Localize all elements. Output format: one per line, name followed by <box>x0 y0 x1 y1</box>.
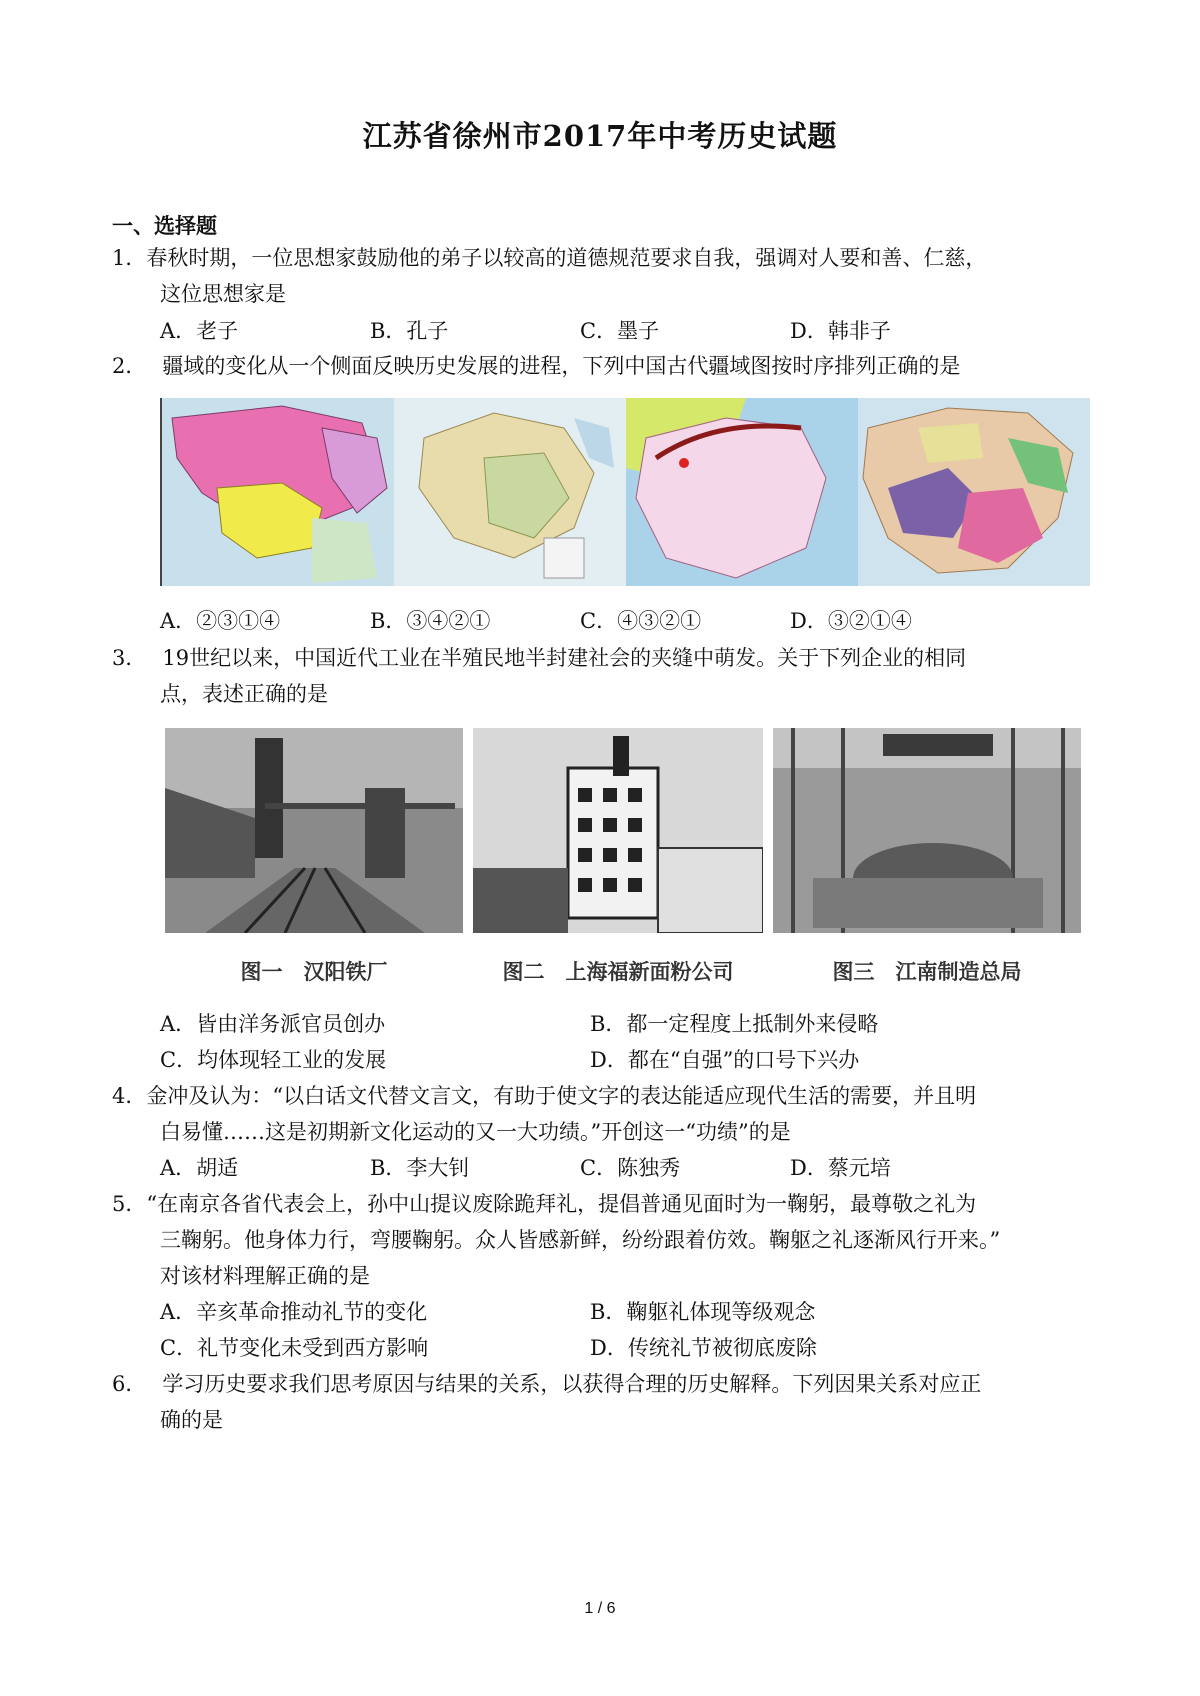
photo-image-1 <box>165 728 463 933</box>
map-image-3 <box>626 398 858 586</box>
question-2-options <box>160 603 1000 639</box>
question-stem: “在南京各省代表会上，孙中山提议废除跪拜礼，提倡普通见面时为一鞠躬，最尊敬之礼为 <box>146 1192 977 1216</box>
question-stem-cont: 白易懂……这是初期新文化运动的又一大功绩。”开创这一“功绩”的是 <box>160 1120 791 1144</box>
map-image-1 <box>162 398 394 586</box>
question-4 <box>112 1078 1102 1150</box>
enterprise-photos <box>165 728 1081 933</box>
question-2 <box>112 348 1102 384</box>
question-stem: 19世纪以来，中国近代工业在半殖民地半封建社会的夹缝中萌发。关于下列企业的相同 <box>162 646 967 670</box>
caption-1: 图一 汉阳铁厂 <box>240 960 388 984</box>
question-3-options-row1 <box>160 1006 1020 1042</box>
caption-2: 图二 上海福新面粉公司 <box>502 960 734 984</box>
question-3-options-row2 <box>160 1042 1020 1078</box>
question-3 <box>112 640 1102 712</box>
option-a: A．辛亥革命推动礼节的变化 <box>160 1300 428 1324</box>
option-b: B．都一定程度上抵制外来侵略 <box>590 1012 879 1036</box>
option-b: B．李大钊 <box>370 1156 470 1180</box>
question-stem-cont: 这位思想家是 <box>160 282 286 306</box>
option-d: D．③②①④ <box>790 609 912 633</box>
option-b: B．孔子 <box>370 319 449 343</box>
question-5-options-row1 <box>160 1294 1020 1330</box>
option-d: D．传统礼节被彻底废除 <box>590 1336 817 1360</box>
territory-map-3 <box>626 398 858 586</box>
photo-image-3 <box>773 728 1081 933</box>
option-a: A．胡适 <box>160 1156 239 1180</box>
option-a: A．老子 <box>160 319 239 343</box>
option-b: B．鞠躯礼体现等级观念 <box>590 1300 816 1324</box>
option-a: A．②③①④ <box>160 609 281 633</box>
section-heading: 一、选择题 <box>112 213 217 238</box>
option-d: D．都在“自强”的口号下兴办 <box>590 1048 860 1072</box>
territory-map-2 <box>394 398 626 586</box>
caption-3: 图三 江南制造总局 <box>832 960 1022 984</box>
question-stem-cont: 点，表述正确的是 <box>160 682 328 706</box>
map-image-4 <box>858 398 1090 586</box>
option-c: C．墨子 <box>580 319 660 343</box>
photo-image-2 <box>473 728 763 933</box>
question-stem: 金冲及认为：“以白话文代替文言文，有助于使文字的表达能适应现代生活的需要，并且明 <box>146 1084 977 1108</box>
page-title: 江苏省徐州市2017年中考历史试题 <box>362 119 838 153</box>
photo-hanyang-ironworks <box>165 728 463 933</box>
question-5 <box>112 1186 1102 1294</box>
option-c: C．陈独秀 <box>580 1156 681 1180</box>
question-stem: 疆域的变化从一个侧面反映历史发展的进程，下列中国古代疆域图按时序排列正确的是 <box>162 354 961 378</box>
question-6 <box>112 1366 1102 1438</box>
photo-captions <box>160 956 1090 986</box>
question-stem-cont: 三鞠躬。他身体力行，弯腰鞠躬。众人皆感新鲜，纷纷跟着仿效。鞠躯之礼逐渐风行开来。” <box>160 1228 1001 1252</box>
territory-maps <box>160 398 1092 586</box>
map-image-2 <box>394 398 626 586</box>
question-number: 3． <box>112 646 147 670</box>
question-4-options <box>160 1150 1000 1186</box>
photo-jiangnan-arsenal <box>773 728 1081 933</box>
option-a: A．皆由洋务派官员创办 <box>160 1012 386 1036</box>
option-c: C．礼节变化未受到西方影响 <box>160 1336 429 1360</box>
question-stem: 春秋时期，一位思想家鼓励他的弟子以较高的道德规范要求自我，强调对人要和善、仁慈， <box>146 246 987 270</box>
option-c: C．④③②① <box>580 609 702 633</box>
page-number: 1 / 6 <box>584 1600 616 1617</box>
question-number: 2． <box>112 354 147 378</box>
option-b: B．③④②① <box>370 609 491 633</box>
option-d: D．蔡元培 <box>790 1156 891 1180</box>
question-1 <box>112 240 1102 312</box>
option-c: C．均体现轻工业的发展 <box>160 1048 387 1072</box>
question-1-options <box>160 313 1000 349</box>
question-number: 1． <box>112 246 147 270</box>
territory-map-4 <box>858 398 1090 586</box>
question-number: 5． <box>112 1192 147 1216</box>
question-number: 4． <box>112 1084 147 1108</box>
question-5-options-row2 <box>160 1330 1020 1366</box>
question-number: 6． <box>112 1372 147 1396</box>
question-stem-cont: 对该材料理解正确的是 <box>160 1264 370 1288</box>
question-stem-cont: 确的是 <box>160 1408 223 1432</box>
territory-map-1 <box>162 398 394 586</box>
question-stem: 学习历史要求我们思考原因与结果的关系，以获得合理的历史解释。下列因果关系对应正 <box>162 1372 982 1396</box>
option-d: D．韩非子 <box>790 319 891 343</box>
photo-fuxin-flour-company <box>473 728 763 933</box>
